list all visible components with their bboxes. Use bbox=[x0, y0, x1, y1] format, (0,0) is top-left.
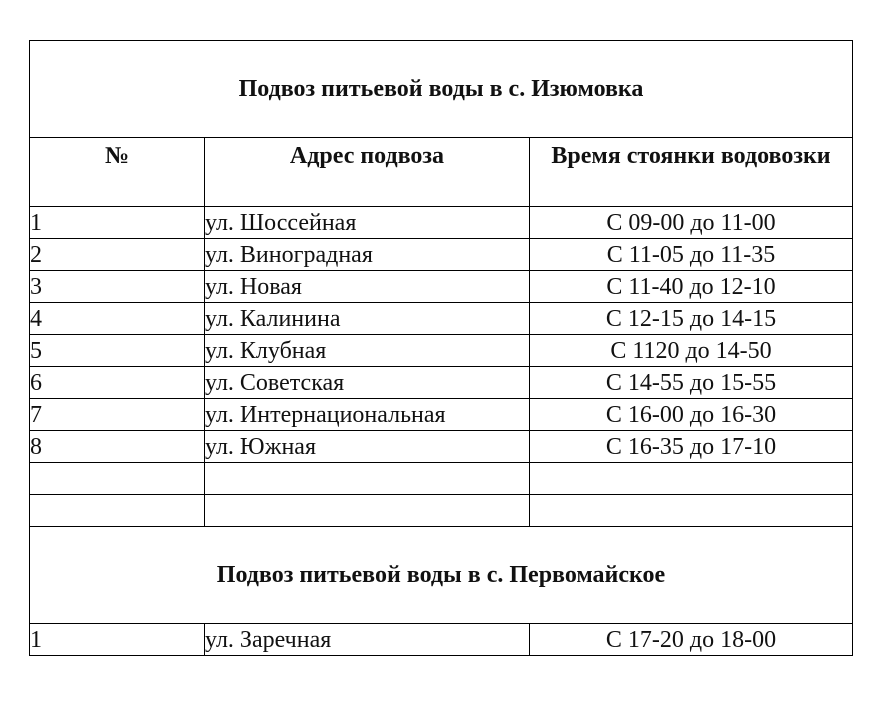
section-title-row bbox=[30, 41, 853, 138]
section-title-row bbox=[30, 527, 853, 624]
row-time: С 11-40 до 12-10 bbox=[530, 271, 853, 303]
table-row bbox=[30, 303, 853, 335]
table-row bbox=[30, 239, 853, 271]
water-delivery-table bbox=[29, 40, 853, 656]
row-time: С 09-00 до 11-00 bbox=[530, 207, 853, 239]
table-row bbox=[30, 399, 853, 431]
row-number: 6 bbox=[30, 367, 205, 399]
table-row bbox=[30, 335, 853, 367]
row-address: ул. Новая bbox=[205, 271, 530, 303]
row-number: 3 bbox=[30, 271, 205, 303]
row-address: ул. Калинина bbox=[205, 303, 530, 335]
header-address: Адрес подвоза bbox=[205, 138, 530, 207]
row-number: 5 bbox=[30, 335, 205, 367]
row-address: ул. Клубная bbox=[205, 335, 530, 367]
row-number: 4 bbox=[30, 303, 205, 335]
row-number: 8 bbox=[30, 431, 205, 463]
table-row bbox=[30, 271, 853, 303]
row-time: С 16-35 до 17-10 bbox=[530, 431, 853, 463]
row-time: С 12-15 до 14-15 bbox=[530, 303, 853, 335]
empty-cell bbox=[530, 463, 853, 495]
row-address: ул. Интернациональная bbox=[205, 399, 530, 431]
section-title-pervomayskoe: Подвоз питьевой воды в с. Первомайское bbox=[30, 527, 853, 624]
table-row bbox=[30, 207, 853, 239]
row-number: 2 bbox=[30, 239, 205, 271]
row-number: 1 bbox=[30, 624, 205, 656]
section-title-izyumovka: Подвоз питьевой воды в с. Изюмовка bbox=[30, 41, 853, 138]
row-number: 7 bbox=[30, 399, 205, 431]
row-address: ул. Шоссейная bbox=[205, 207, 530, 239]
table-row bbox=[30, 431, 853, 463]
empty-cell bbox=[30, 463, 205, 495]
table-row bbox=[30, 367, 853, 399]
header-number: № bbox=[30, 138, 205, 207]
empty-cell bbox=[205, 463, 530, 495]
table-row bbox=[30, 624, 853, 656]
row-time: С 1120 до 14-50 bbox=[530, 335, 853, 367]
row-time: С 16-00 до 16-30 bbox=[530, 399, 853, 431]
row-time: С 11-05 до 11-35 bbox=[530, 239, 853, 271]
row-address: ул. Советская bbox=[205, 367, 530, 399]
row-address: ул. Заречная bbox=[205, 624, 530, 656]
row-address: ул. Виноградная bbox=[205, 239, 530, 271]
empty-cell bbox=[205, 495, 530, 527]
empty-row bbox=[30, 463, 853, 495]
empty-row bbox=[30, 495, 853, 527]
header-time: Время стоянки водовозки bbox=[530, 138, 853, 207]
row-number: 1 bbox=[30, 207, 205, 239]
row-time: С 14-55 до 15-55 bbox=[530, 367, 853, 399]
row-address: ул. Южная bbox=[205, 431, 530, 463]
table-header-row bbox=[30, 138, 853, 207]
empty-cell bbox=[30, 495, 205, 527]
row-time: С 17-20 до 18-00 bbox=[530, 624, 853, 656]
empty-cell bbox=[530, 495, 853, 527]
